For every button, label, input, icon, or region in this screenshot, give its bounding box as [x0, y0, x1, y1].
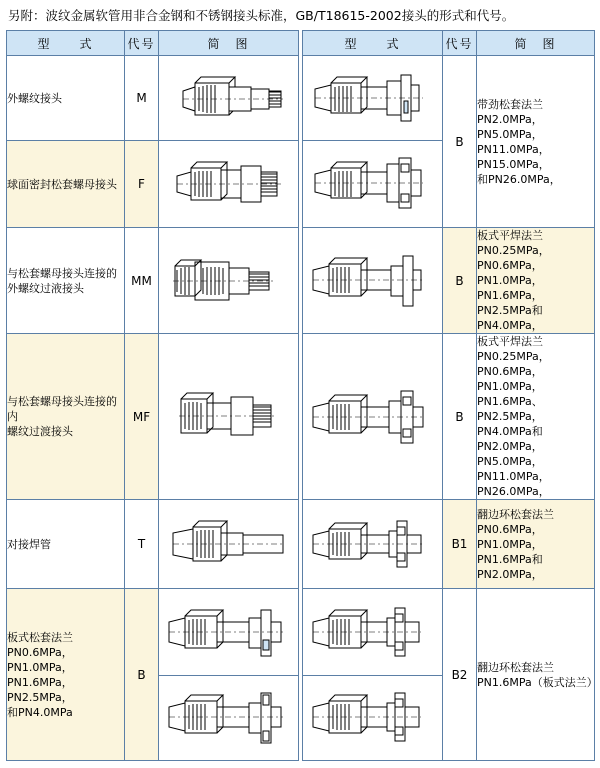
name-line: PN2.5MPa，PN4.0MPa和	[477, 410, 543, 438]
name-line: PN0.6MPa，PN1.0MPa，	[7, 645, 73, 674]
row-name-mf	[7, 334, 125, 500]
name-line: PN2.0MPa，PN5.0MPa，	[477, 440, 543, 468]
row-code-b1: B1	[443, 500, 477, 589]
name-line: 外螺纹过液接头	[7, 281, 84, 295]
figure-flared-ring-lap-flange-b	[303, 589, 443, 676]
figure-plate-lap-joint-flange-a	[159, 589, 299, 676]
name-line: 板式平焊法兰	[477, 229, 543, 242]
name-line: PN2.0MPa，PN5.0MPa，	[477, 112, 543, 141]
figure-flared-ring-lap-flange-c	[303, 676, 443, 761]
table-row	[7, 500, 595, 589]
name-line: PN0.25MPa，PN0.6MPa，	[477, 244, 550, 272]
table-row	[7, 228, 595, 334]
name-line: 和PN26.0MPa，	[477, 172, 561, 186]
name-line: PN11.0MPa，PN26.0MPa，	[477, 470, 550, 498]
name-line: 翻边环松套法兰	[477, 660, 554, 674]
figure-ribbed-lap-joint-flange-b	[303, 141, 443, 228]
name-line: PN2.5MPa和PN4.0MPa，	[477, 304, 543, 332]
row-code-f: F	[125, 141, 159, 228]
name-line: PN1.6MPa（板式法兰）	[477, 675, 598, 689]
name-line: 翻边环松套法兰	[477, 507, 554, 521]
header-code-left: 代号	[125, 31, 159, 56]
header-code-right: 代号	[443, 31, 477, 56]
table-row	[7, 56, 595, 141]
figure-male-thread-transition	[159, 228, 299, 334]
header-type-right: 型 式	[303, 31, 443, 56]
name-line: PN1.6MPa，PN2.5MPa，	[7, 675, 73, 704]
figure-ribbed-lap-joint-flange-a	[303, 56, 443, 141]
figure-plate-lap-joint-flange-b	[159, 676, 299, 761]
name-line: PN11.0MPa，PN15.0MPa，	[477, 142, 550, 171]
name-line: PN1.6MPa和PN2.0MPa，	[477, 552, 543, 581]
row-code-m: M	[125, 56, 159, 141]
name-line: PN1.0MPa，PN1.6MPa，	[477, 274, 543, 302]
row-name-t: 对接焊管	[7, 500, 125, 589]
name-line: 板式平焊法兰	[477, 335, 543, 348]
row-name-plate-flange-a	[477, 228, 595, 334]
row-name-plate-lap-flange	[7, 589, 125, 761]
row-code-b2: B2	[443, 589, 477, 761]
row-code-b-ribbed: B	[443, 56, 477, 228]
row-code-b-plate-b: B	[443, 334, 477, 500]
name-line: 带劲松套法兰	[477, 97, 543, 111]
figure-plate-slip-on-flange-a	[303, 228, 443, 334]
table-header-row	[7, 31, 595, 56]
figure-female-thread-transition	[159, 334, 299, 500]
table-row	[7, 334, 595, 500]
row-code-t: T	[125, 500, 159, 589]
row-name-ribbed-flange	[477, 56, 595, 228]
name-line: 板式松套法兰	[7, 630, 73, 644]
joint-types-table	[6, 30, 598, 761]
row-code-b-plate-a: B	[443, 228, 477, 334]
page-caption: 另附：波纹金属软管用非合金钢和不锈钢接头标准，GB/T18615-2002接头的形式和代号。	[8, 8, 515, 23]
table-row	[7, 589, 595, 676]
row-name-f: 球面密封松套螺母接头	[7, 141, 125, 228]
name-line: PN0.25MPa，PN0.6MPa，	[477, 350, 550, 378]
row-name-m: 外螺纹接头	[7, 56, 125, 141]
name-line: 与松套螺母接头连接的内	[7, 395, 117, 423]
row-code-b-left: B	[125, 589, 159, 761]
figure-male-thread-joint	[159, 56, 299, 141]
row-name-flared-ring-a	[477, 500, 595, 589]
name-line: 螺纹过渡接头	[7, 425, 73, 438]
row-name-flared-ring-b	[477, 589, 598, 761]
name-line: PN0.6MPa，PN1.0MPa，	[477, 522, 543, 551]
row-name-mm	[7, 228, 125, 334]
figure-plate-slip-on-flange-b	[303, 334, 443, 500]
row-code-mf: MF	[125, 334, 159, 500]
row-name-plate-flange-b	[477, 334, 595, 500]
header-figure-left: 简 图	[159, 31, 299, 56]
figure-flared-ring-lap-flange-a	[303, 500, 443, 589]
name-line: 和PN4.0MPa	[7, 705, 73, 719]
figure-butt-weld-pipe	[159, 500, 299, 589]
header-figure-right: 简 图	[477, 31, 595, 56]
header-type-left: 型 式	[7, 31, 125, 56]
figure-spherical-seal-union-nut	[159, 141, 299, 228]
row-code-mm: MM	[125, 228, 159, 334]
name-line: PN1.0MPa，PN1.6MPa、	[477, 380, 543, 408]
name-line: 与松套螺母接头连接的	[7, 266, 117, 280]
